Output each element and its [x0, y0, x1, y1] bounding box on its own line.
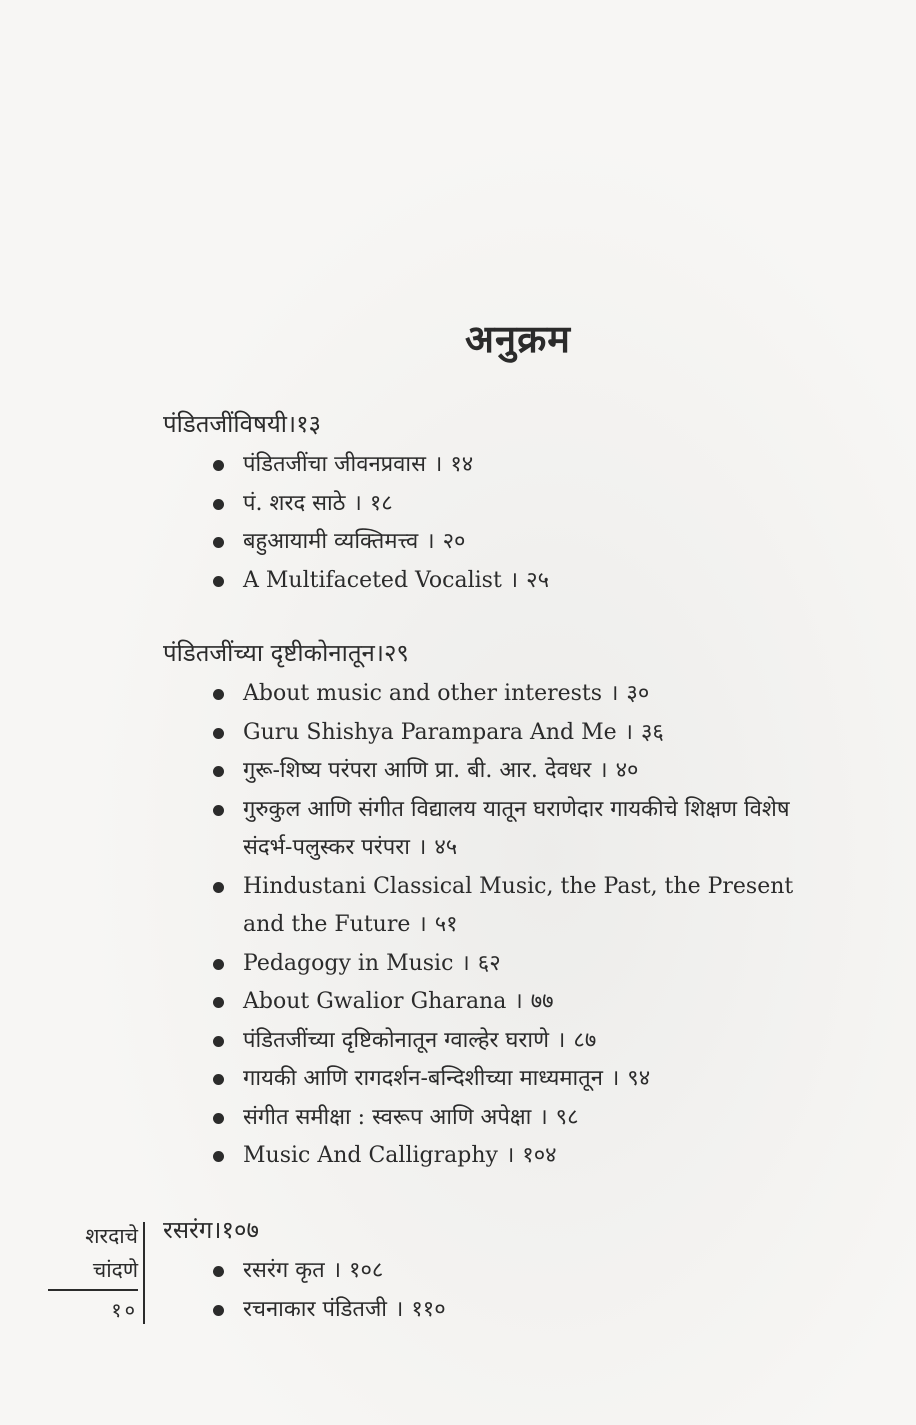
separator: । — [514, 989, 523, 1014]
entry-title: पं. शरद साठे — [243, 490, 346, 516]
separator: । — [539, 1104, 548, 1130]
entry-page-number: १४ — [450, 452, 474, 477]
separator: । — [509, 567, 519, 593]
separator: । — [505, 1143, 515, 1168]
section-heading-text: रसरंग — [163, 1216, 213, 1244]
entry-title: पंडितजींचा जीवनप्रवास — [243, 452, 426, 477]
running-title — [48, 1219, 138, 1327]
separator: । — [418, 912, 427, 937]
entry-title: पंडितजींच्या दृष्टिकोनातून ग्वाल्हेर घराणे — [243, 1027, 550, 1053]
entry-page-number: ५१ — [434, 912, 458, 937]
separator: । — [212, 1216, 222, 1244]
entry-title: रचनाकार पंडितजी — [243, 1296, 387, 1322]
bullet-icon — [213, 728, 224, 739]
entry-title: About music and other interests — [243, 681, 603, 706]
toc-entries — [163, 1252, 803, 1329]
entry-title: About Gwalior Gharana — [243, 989, 507, 1014]
section-heading — [163, 1214, 803, 1246]
entry-page-number: ४५ — [434, 835, 458, 860]
entry-page-number: ७७ — [530, 989, 554, 1014]
separator: । — [461, 950, 470, 976]
toc-entry — [213, 1291, 803, 1330]
section-heading-text: पंडितजींच्या दृष्टीकोनातून — [163, 639, 375, 667]
separator: । — [418, 835, 427, 860]
entry-page-number: १०८ — [349, 1258, 384, 1283]
separator: । — [610, 681, 619, 706]
separator: । — [286, 410, 297, 438]
entry-page-number: ६२ — [477, 950, 501, 976]
toc-section-panditji-vishayi — [163, 408, 803, 600]
section-heading — [163, 637, 803, 669]
margin-divider — [143, 1222, 145, 1324]
entry-title: Pedagogy in Music — [243, 950, 454, 976]
toc-entry — [213, 791, 803, 868]
entry-page-number: ९८ — [555, 1104, 579, 1130]
entry-page-number: २५ — [526, 567, 550, 593]
entry-page-number: २० — [442, 529, 466, 554]
bullet-icon — [213, 689, 224, 700]
toc-entries — [163, 675, 803, 1176]
entry-title: गायकी आणि रागदर्शन-बन्दिशीच्या माध्यमातून — [243, 1066, 603, 1091]
bullet-icon — [213, 1266, 224, 1277]
entry-title: गुरुकुल आणि संगीत विद्यालय यातून घराणेदार गायकीचे शिक्षण विशेष संदर्भ-पलुस्कर परंपरा — [243, 796, 790, 860]
entry-page-number: १०४ — [522, 1143, 557, 1168]
bullet-icon — [213, 959, 224, 970]
entry-page-number: ८७ — [573, 1027, 597, 1053]
section-heading-text: पंडितजींविषयी — [163, 410, 287, 438]
entry-title: Music And Calligraphy — [243, 1143, 498, 1168]
separator: । — [353, 490, 362, 516]
entry-page-number: १८ — [369, 490, 393, 516]
page-title: अनुक्रम — [464, 316, 572, 361]
bullet-icon — [213, 1074, 224, 1085]
separator: । — [557, 1027, 566, 1053]
toc-entry — [213, 714, 803, 753]
running-title-line-1: शरदाचे — [85, 1224, 138, 1248]
toc-entry — [213, 523, 803, 562]
toc-entry — [213, 446, 803, 485]
bullet-icon — [213, 882, 224, 893]
bullet-icon — [213, 1305, 224, 1316]
separator: । — [426, 529, 435, 554]
entry-title: संगीत समीक्षा : स्वरूप आणि अपेक्षा — [243, 1104, 532, 1130]
entry-title: A Multifaceted Vocalist — [243, 567, 502, 593]
separator: । — [374, 639, 384, 667]
entry-page-number: ११० — [411, 1296, 446, 1322]
entry-title: गुरू-शिष्य परंपरा आणि प्रा. बी. आर. देवधर — [243, 758, 592, 783]
toc-entry — [213, 983, 803, 1022]
toc-entry — [213, 485, 803, 524]
section-heading — [163, 408, 803, 440]
running-title-line-2: चांदणे — [92, 1258, 138, 1282]
bullet-icon — [213, 1151, 224, 1162]
toc-section-panditji-drushtikon — [163, 637, 803, 1176]
toc-entry — [213, 1099, 803, 1138]
section-page-number: १०७ — [221, 1216, 259, 1244]
entry-page-number: ३० — [626, 681, 650, 706]
toc-entry — [213, 868, 803, 945]
separator: । — [433, 452, 443, 477]
toc-entry — [213, 562, 803, 601]
entry-title: Hindustani Classical Music, the Past, the Present and the Future — [243, 873, 794, 937]
folio-page-number: १० — [48, 1289, 138, 1327]
toc-entry — [213, 752, 803, 791]
separator: । — [395, 1296, 404, 1322]
bullet-icon — [213, 537, 224, 548]
separator: । — [332, 1258, 342, 1283]
toc-entry — [213, 945, 803, 984]
section-page-number: २९ — [383, 639, 409, 667]
bullet-icon — [213, 499, 224, 510]
bullet-icon — [213, 997, 224, 1008]
bullet-icon — [213, 460, 224, 471]
entry-title: रसरंग कृत — [243, 1258, 325, 1283]
bullet-icon — [213, 766, 224, 777]
entry-page-number: ४० — [615, 758, 639, 783]
bullet-icon — [213, 1036, 224, 1047]
separator: । — [624, 719, 633, 745]
toc-entry — [213, 1060, 803, 1099]
separator: । — [599, 758, 608, 783]
toc-entry — [213, 1137, 803, 1176]
entry-page-number: ३६ — [640, 719, 664, 745]
separator: । — [610, 1066, 620, 1091]
toc-entries — [163, 446, 803, 600]
bullet-icon — [213, 576, 224, 587]
toc-section-rasrang — [163, 1214, 803, 1329]
entry-title: Guru Shishya Parampara And Me — [243, 719, 617, 745]
section-page-number: १३ — [296, 410, 322, 438]
entry-title: बहुआयामी व्यक्तिमत्त्व — [243, 529, 419, 554]
bullet-icon — [213, 1113, 224, 1124]
bullet-icon — [213, 805, 224, 816]
toc-entry — [213, 1022, 803, 1061]
entry-page-number: ९४ — [627, 1066, 651, 1091]
toc-entry — [213, 675, 803, 714]
toc-entry — [213, 1252, 803, 1291]
